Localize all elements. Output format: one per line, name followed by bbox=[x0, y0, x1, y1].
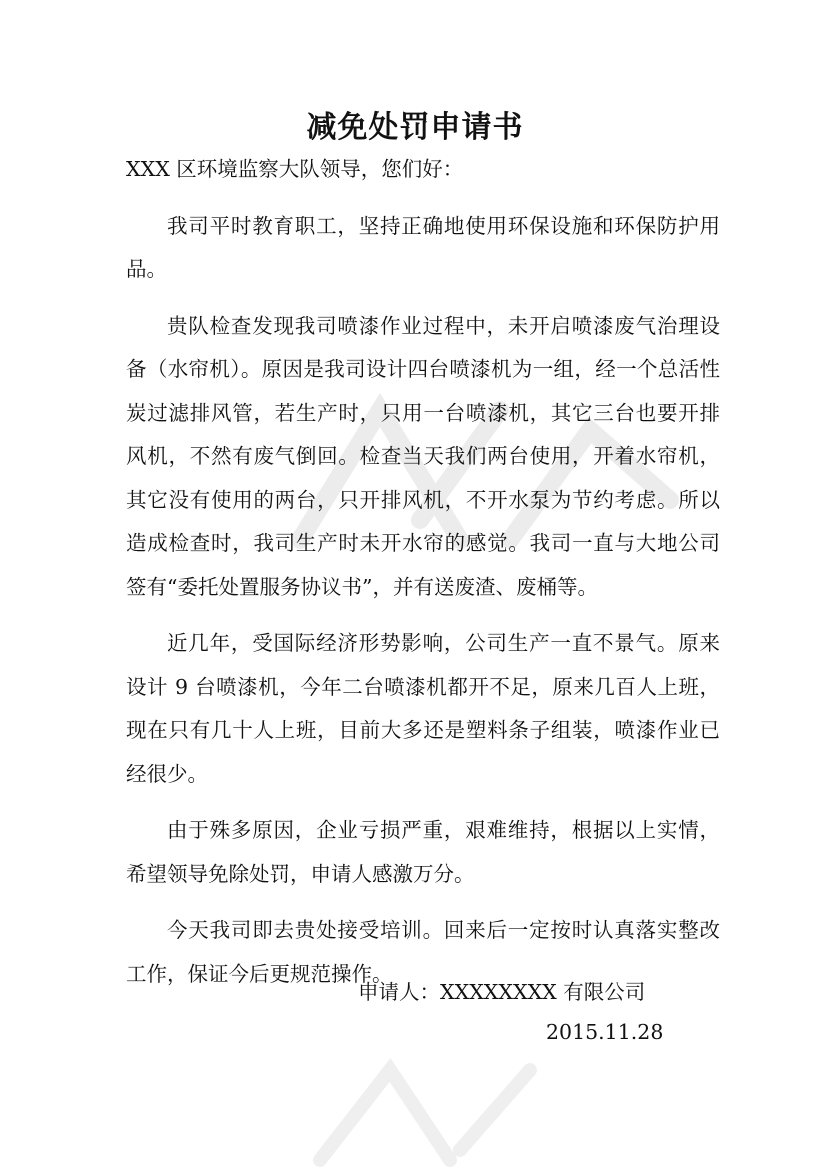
paragraph-4: 由于殊多原因，企业亏损严重，艰难维持，根据以上实情，希望领导免除处罚，申请人感激万分。 bbox=[126, 818, 720, 886]
page-title: 减免处罚申请书 bbox=[306, 110, 524, 145]
watermark-graphic-bottom bbox=[300, 1050, 560, 1174]
signature: 申请人：XXXXXXXX 有限公司 bbox=[358, 980, 646, 1004]
greeting: XXX 区环境监察大队领导，您们好： bbox=[126, 157, 464, 181]
paragraph-5: 今天我司即去贵处接受培训。回来后一定按时认真落实整改工作，保证今后更规范操作。 bbox=[126, 918, 720, 986]
letter-body bbox=[126, 148, 720, 1009]
paragraph-1: 我司平时教育职工，坚持正确地使用环保设施和环保防护用品。 bbox=[126, 213, 720, 281]
date: 2015.11.28 bbox=[546, 1020, 664, 1044]
paragraph-3: 近几年，受国际经济形势影响，公司生产一直不景气。原来设计 9 台喷漆机，今年二台喷漆机都开不足，原来几百人上班，现在只有几十人上班，目前大多还是塑料条子组装，喷漆作业已经很少。 bbox=[126, 631, 720, 786]
paragraph-2: 贵队检查发现我司喷漆作业过程中，未开启喷漆废气治理设备（水帘机）。原因是我司设计四台喷漆机为一组，经一个总活性炭过滤排风管，若生产时，只用一台喷漆机，其它三台也要开排风机，不然有废气倒回。检查当天我们两台使用，开着水帘机，其它没有使用的两台，只开排风机，不开水泵为节约考虑。所以造成检查时，我司生产时未开水帘的感觉。我司一直与大地公司签有“委托处置服务协议书”，并有送废渣、废桶等。 bbox=[126, 313, 720, 599]
